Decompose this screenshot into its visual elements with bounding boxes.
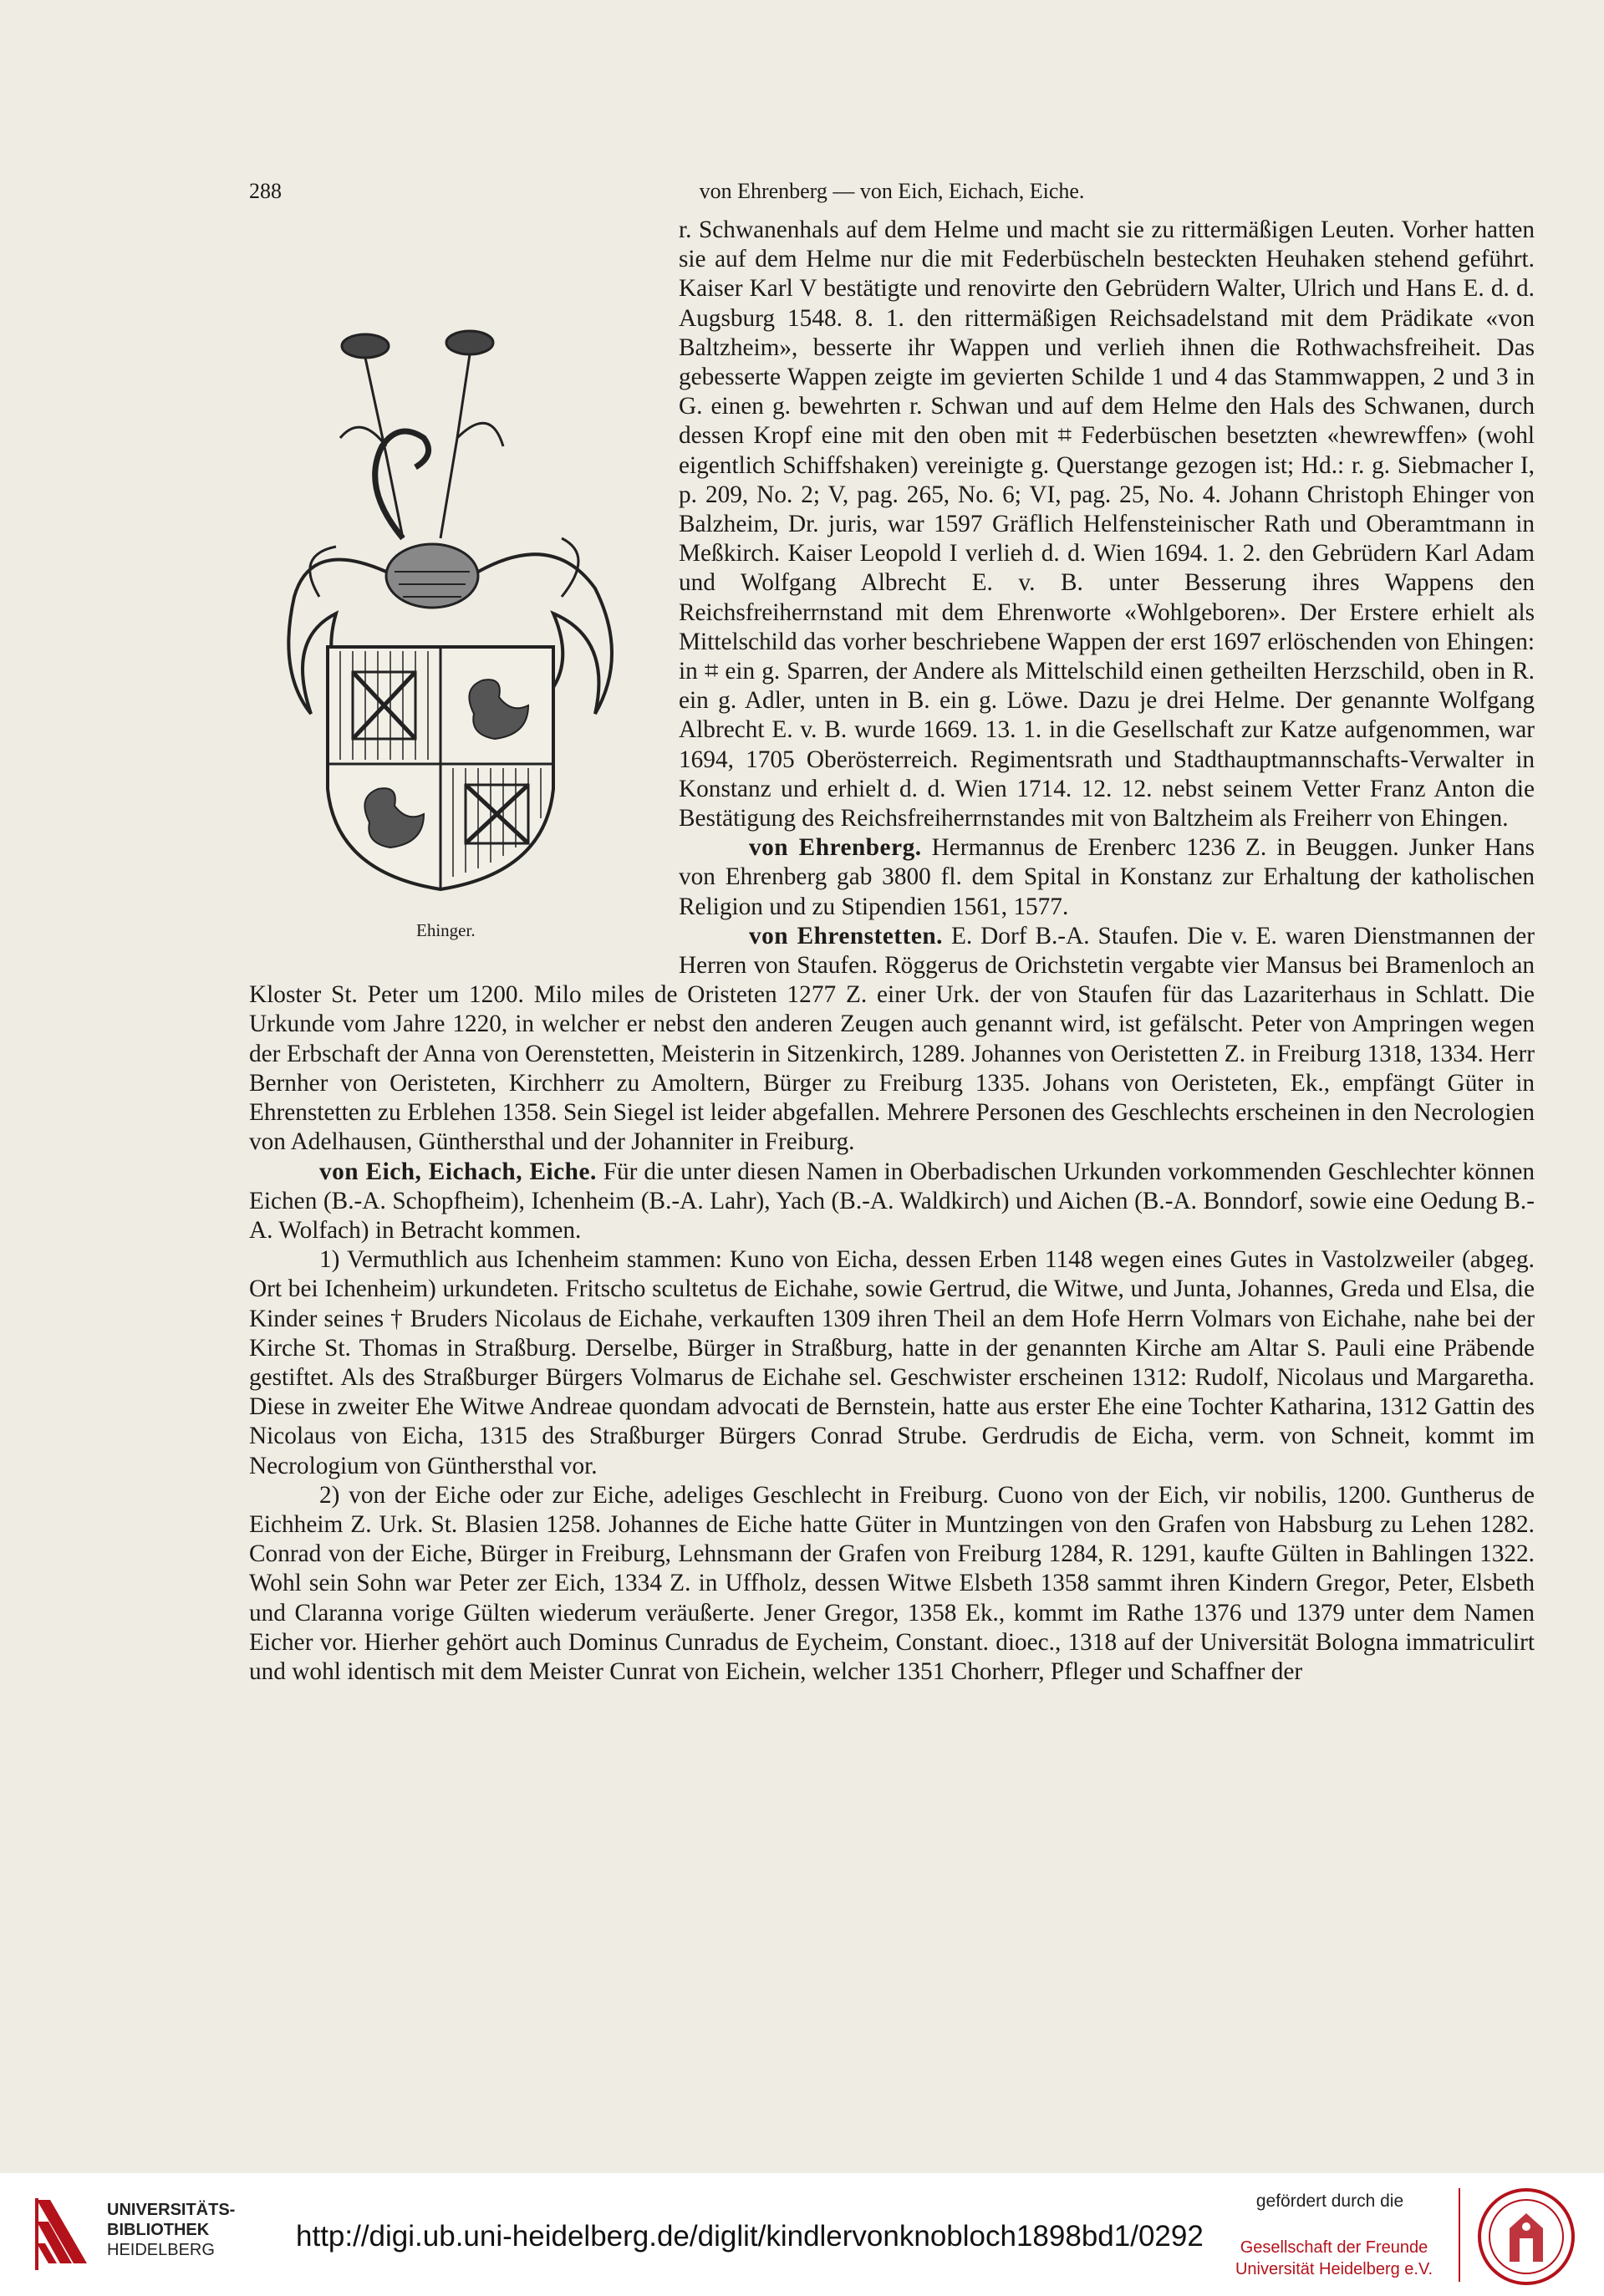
entry-ehrenstetten-text: E. Dorf B.-A. Staufen. Die v. E. waren Dienstmannen der Herren von Staufen. Röggerus de Orichstetin vergabte vier Mansus bei Bramenloch an Kloster St. Peter um 1200. Milo miles de Oristeten 1277 Z. einer Urk. der von Staufen für das Lazariterhaus in Schlatt. Die Urkunde vom Jahre 1220, in welcher er nebst den anderen Zeugen auch genannt wird, ist gefälscht. Peter von Ampringen wegen der Erbschaft der Anna von Oerenstetten, Meisterin in Sitzenkirch, 1289. Johannes von Oeristetten Z. in Freiburg 1318, 1334. Herr Bernher von Oeristeten, Kirchherr zu Amoltern, Bürger zu Freiburg 1335. Johans von Oeristeten, Ek., empfängt Güter in Ehrenstetten zu Erblehen 1358. Sein Siegel ist leider abgefallen. Mehrere Personen des Geschlechts erscheinen in den Necrologien von Adelhausen, Günthersthal und der Johanniter in Freiburg.: [249, 922, 1535, 1156]
library-name: [107, 2200, 235, 2260]
entry-eich-text: Für die unter diesen Namen in Oberbadischen Urkunden vorkommenden Geschlechter können Eichen (B.-A. Schopfheim), Ichenheim (B.-A. Lahr), Yach (B.-A. Waldkirch) und Aichen (B.-A. Bonndorf, sowie eine Oedung B.-A. Wolfach) in Betracht kommen.: [249, 1158, 1535, 1244]
sponsor-org-line2: Universität Heidelberg e.V.: [1235, 2260, 1433, 2278]
sponsor-by-label: gefördert durch die: [1255, 2192, 1404, 2211]
sponsor-block: [1225, 2192, 1459, 2280]
entry-eich-section-1: 1) Vermuthlich aus Ichenheim stammen: Kuno von Eicha, dessen Erben 1148 wegen eines Gutes in Vastolzweiler (abgeg. Ort bei Ichenheim) urkundeten. Fritscho scultetus de Eichahe, sowie Gertrud, die Witwe, und Junta, Johannes, Greda und Elsa, die Kinder seines † Bruders Nicolaus de Eichahe, verkauften 1309 ihren Theil an dem Hofe Herrn Volmars von Eichahe, nahe bei der Kirche St. Thomas in Straßburg. Derselbe, Bürger in Straßburg, hatte in der genannten Kirche am Altar S. Pauli eine Präbende gestiftet. Als des Straßburger Bürgers Volmarus de Eichahe sel. Geschwister erscheinen 1312: Rudolf, Nicolaus und Margaretha. Diese in zweiter Ehe Witwe Andreae quondam advocati de Bernstein, hatte aus erster Ehe eine Tochter Katharina, 1312 Gattin des Nicolaus von Eicha, 1315 des Straßburger Bürgers Conrad Strube. Gerdrudis de Eicha, verm. von Schneit, kommt im Necrologium von Günthersthal vor.: [249, 1246, 1535, 1479]
entry-ehrenberg-text: Hermannus de Erenberc 1236 Z. in Beuggen. Junker Hans von Ehrenberg gab 3800 fl. dem Spital in Konstanz zur Erhaltung der katholischen Religion und zu Stipendien 1561, 1577.: [679, 834, 1535, 920]
coat-of-arms-illustration: [261, 321, 654, 898]
sponsor-org-line1: Gesellschaft der Freunde: [1240, 2238, 1428, 2257]
university-seal-icon: [1476, 2187, 1576, 2287]
digitization-footer: [0, 2173, 1604, 2296]
figure-caption: Ehinger.: [416, 920, 476, 940]
headword-ehrenstetten: von Ehrenstetten.: [749, 922, 943, 949]
page-number: 288: [249, 179, 282, 203]
entry-continuation: r. Schwanenhals auf dem Helme und macht sie zu rittermäßigen Leuten. Vorher hatten sie auf dem Helme nur die mit Federbüscheln besteckten Heuhaken stehend geführt. Kaiser Karl V bestätigte und renovirte den Gebrüdern Walter, Ulrich und Hans E. d. d. Augsburg 1548. 8. 1. den rittermäßigen Reichsadelstand mit dem Prädikate «von Baltzheim», besserte ihr Wappen und verlieh ihnen die Rothwachsfreiheit. Das gebesserte Wappen zeigte im gevierten Schilde 1 und 4 das Stammwappen, 2 und 3 in G. einen g. bewehrten r. Schwan und auf dem Helme den Hals des Schwanen, durch dessen Kropf eine mit den oben mit ⌗ Federbüschen besetzten «hewrewffen» (wohl eigentlich Schiffshaken) vereinigte g. Querstange gezogen ist; Hd.: r. g. Siebmacher I, p. 209, No. 2; V, pag. 265, No. 6; VI, pag. 25, No. 4. Johann Christoph Ehinger von Balzheim, Dr. juris, war 1597 Gräflich Helfensteinischer Rath und Oberamtmann in Meßkirch. Kaiser Leopold I verlieh d. d. Wien 1694. 1. 2. den Gebrüdern Karl Adam und Wolfgang Albrecht E. v. B. unter Besserung ihres Wappens den Reichsfreiherrnstand mit dem Ehrenworte «Wohlgeboren». Der Erstere erhielt als Mittelschild das vorher beschriebene Wappen der erst 1697 erlöschenden von Ehingen: in ⌗ ein g. Sparren, der Andere als Mittelschild einen getheilten Herzschild, oben in R. ein g. Adler, unten in B. ein g. Löwe. Dazu je drei Helme. Der genannte Wolfgang Albrecht E. v. B. wurde 1669. 13. 1. in die Gesellschaft zur Katze aufgenommen, war 1694, 1705 Oberösterreich. Regimentsrath und Stadthauptmannschafts-Verwalter in Konstanz und erhielt d. d. Wien 1714. 12. 12. nebst seinem Vetter Franz Anton die Bestätigung des Reichsfreiherrnstandes mit von Baltzheim als Freiherr von Ehingen.: [679, 216, 1535, 832]
running-title: von Ehrenberg — von Eich, Eichach, Eiche.: [699, 179, 1085, 203]
library-name-line2: BIBLIOTHEK: [107, 2221, 210, 2239]
headword-eich: von Eich, Eichach, Eiche.: [319, 1158, 597, 1185]
sponsor-divider: [1459, 2188, 1460, 2282]
library-name-line1: UNIVERSITÄTS-: [107, 2201, 236, 2219]
text-column: [249, 216, 1535, 1687]
entry-eich: [249, 1158, 1535, 1246]
entry-eich-section-2: 2) von der Eiche oder zur Eiche, adeliges Geschlecht in Freiburg. Cuono von der Eich, vir nobilis, 1200. Guntherus de Eichheim Z. Urk. St. Blasien 1258. Johannes de Eiche hatte Güter in Muntzingen von den Grafen von Habsburg zu Lehen 1282. Conrad von der Eiche, Bürger in Freiburg, Lehnsmann der Grafen von Freiburg 1284, R. 1291, kaufte Gülten in Bahlingen 1322. Wohl sein Sohn war Peter zer Eich, 1334 Z. in Uffholz, dessen Witwe Elsbeth 1358 sammt ihren Kindern Gregor, Peter, Elsbeth und Claranna vorige Gülten wiederum veräußerte. Jener Gregor, 1358 Ek., kommt im Rathe 1376 und 1379 unter dem Namen Eicher vor. Hierher gehört auch Dominus Cunradus de Eycheim, Constant. dioec., 1318 auf der Universität Bologna immatriculirt und wohl identisch mit dem Meister Cunrat von Eichein, welcher 1351 Chorherr, Pfleger und Schaffner der: [249, 1481, 1535, 1685]
headword-ehrenberg: von Ehrenberg.: [749, 834, 922, 862]
coat-of-arms-figure: [249, 216, 667, 972]
permalink-url[interactable]: http://digi.ub.uni-heidelberg.de/diglit/kindlervonknobloch1898bd1/0292: [296, 2220, 1204, 2253]
sponsor-organisation: [1225, 2237, 1443, 2280]
library-name-line3: HEIDELBERG: [107, 2241, 215, 2259]
university-library-logo-icon: [33, 2197, 95, 2273]
